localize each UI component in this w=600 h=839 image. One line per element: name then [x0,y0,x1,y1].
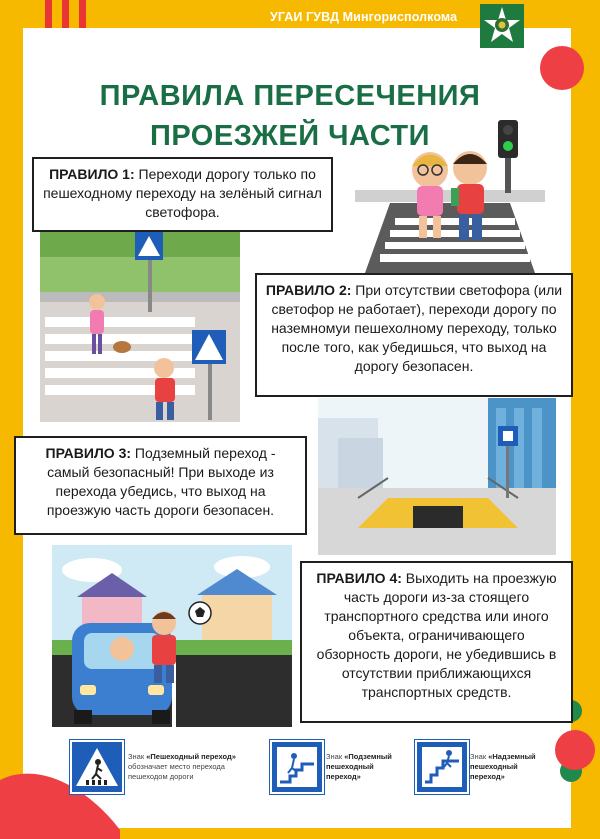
page-title-line: ПРАВИЛА ПЕРЕСЕЧЕНИЯ [99,80,481,112]
rule-3-card [14,436,307,535]
decor-stripe [79,0,86,30]
scene-pedestrian-crossing [40,232,240,422]
page-title-line: ПРОЕЗЖЕЙ ЧАСТИ [150,120,430,152]
pedestrian-crossing-sign-icon [70,740,124,794]
sign-caption-name: «Пешеходный переход» [146,752,236,761]
rule-4-card [300,561,573,723]
rule-label: ПРАВИЛО 3: [45,445,132,461]
rule-2-card [255,273,573,397]
sign-caption-name: «Надземный пешеходный переход» [470,752,536,781]
traffic-police-emblem-icon [480,4,524,48]
signs-legend [30,740,570,802]
sign-caption-prefix: Знак [470,752,489,761]
rule-label: ПРАВИЛО 2: [265,282,352,298]
sign-caption-prefix: Знак [326,752,345,761]
rule-label: ПРАВИЛО 4: [316,570,402,586]
rule-text: При отсутствии светофора (или светофор не работает), переходи дорогу по наземномуи пешехолному переходу, только после того, как убедишься, что выход на дорогу безопасен. [271,282,563,374]
rule-text: Переходи дорогу только по пешеходному переходу на зелёный сигнал светофора. [43,166,322,220]
sign-caption [128,752,258,782]
sign-caption [470,752,550,782]
scene-underground-passage [318,398,556,555]
organization-name: УГАИ ГУВД Мингорисполкома [270,10,458,24]
scene-kids-green-light [345,118,555,273]
overhead-crossing-sign-icon [415,740,469,794]
sign-caption-desc: обозначает место перехода пешеходом дороги [128,762,225,781]
decor-red-circle [540,46,584,90]
decor-stripe [45,0,52,30]
sign-caption [326,752,406,782]
rule-text: Подземный переход - самый безопасный! При выходе из перехода убедись, что выход на проезжую часть дороги безопасен. [46,445,276,518]
rule-label: ПРАВИЛО 1: [49,166,135,182]
rule-1-card [32,157,333,232]
underground-crossing-sign-icon [270,740,324,794]
rule-text: Выходить на проезжую часть дороги из-за стоящего транспортного средства или иного объекта, ограничивающего обзорность дороги, не убедившись в отсутствии приближающихся транспортных средств. [316,570,557,700]
sign-caption-prefix: Знак [128,752,147,761]
sign-caption-name: «Подземный пешеходный переход» [326,752,392,781]
decor-stripe [62,0,69,30]
scene-car-and-child [52,545,292,727]
